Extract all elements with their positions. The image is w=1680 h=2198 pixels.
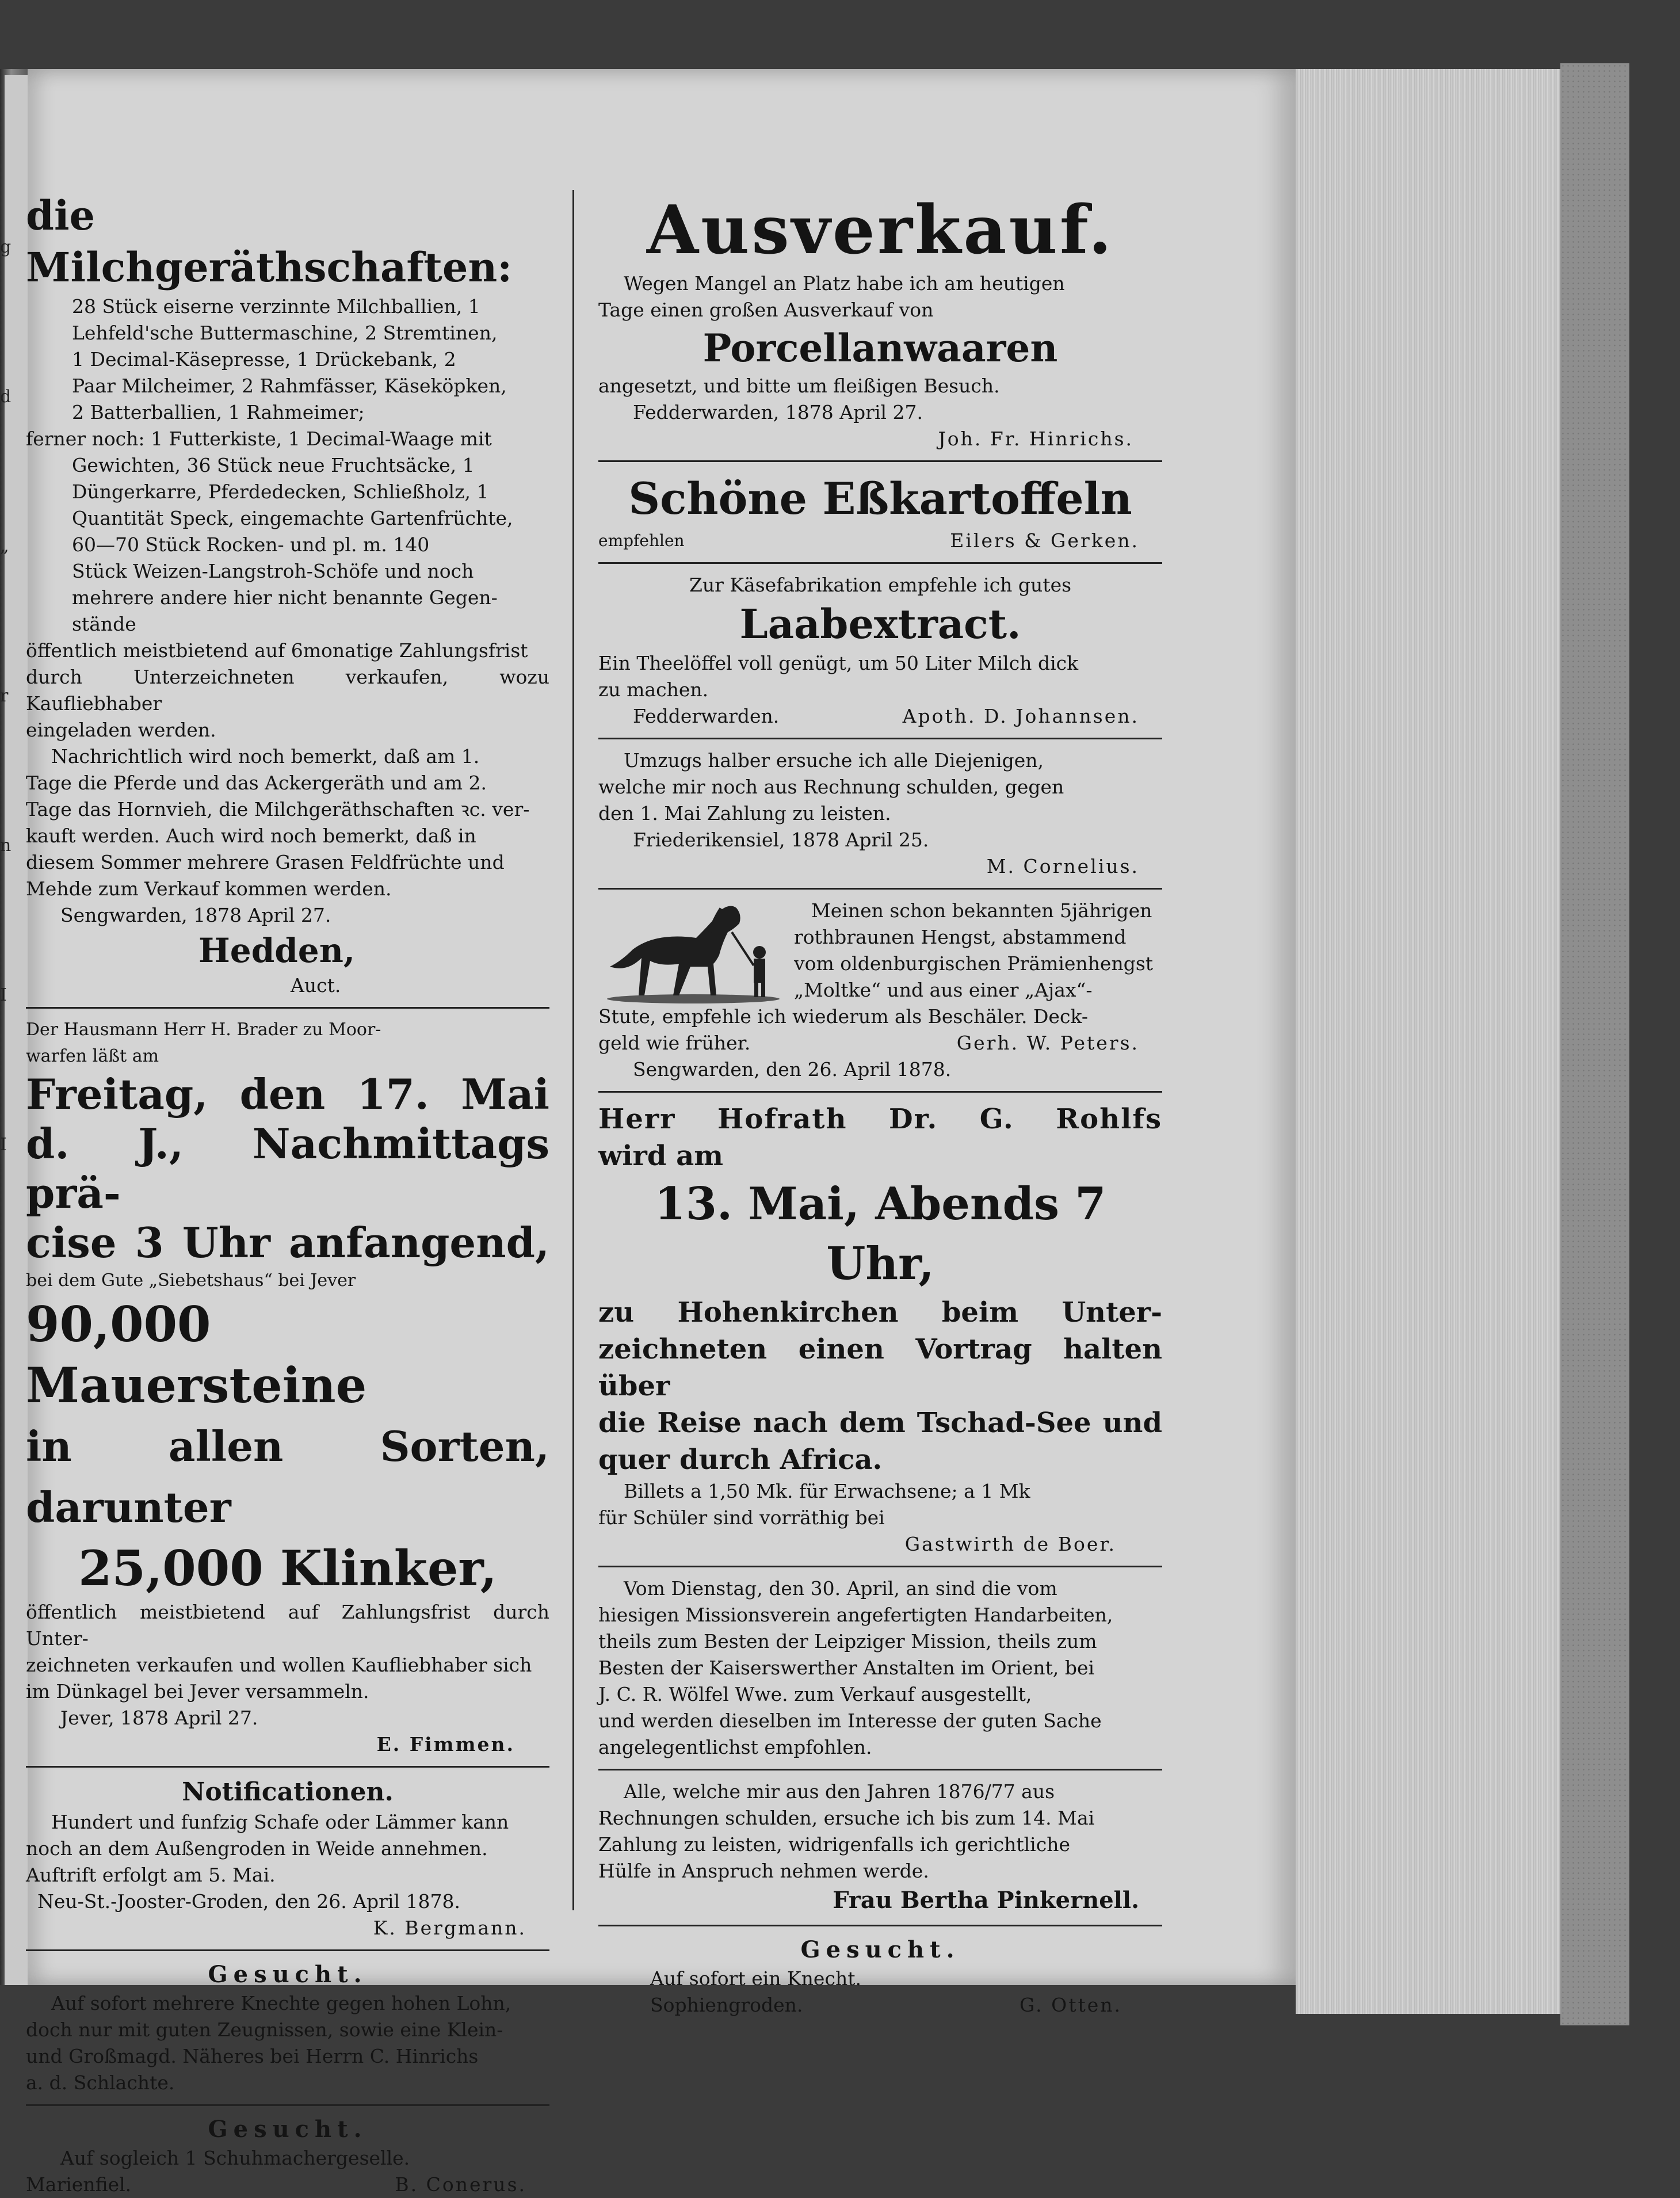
ad-heading: Notificationen. — [182, 1777, 394, 1807]
ad-separator — [26, 1949, 549, 1951]
text-line: Ein Theelöffel voll genügt, um 50 Liter Milch dick — [598, 652, 1079, 674]
announcement-line: zeichneten einen Vortrag halten über — [598, 1333, 1162, 1402]
mission-sale-notice — [598, 1575, 1162, 1761]
notifications-ad — [26, 1776, 549, 1941]
fragment: „ — [0, 536, 9, 556]
ad-separator — [598, 562, 1162, 564]
text-line: 60—70 Stück Rocken- und pl. m. 140 — [72, 533, 430, 556]
text-line: Umzugs halber ersuche ich alle Diejenigen, — [624, 749, 1044, 772]
fragment: I — [0, 985, 7, 1005]
text-line: öffentlich meistbietend auf 6monatige Zahlungsfrist — [26, 639, 528, 662]
place-date: Friederikensiel, 1878 April 25. — [633, 829, 929, 851]
announcement-line: quer durch Africa. — [598, 1444, 883, 1476]
text-line: durch Unterzeichneten verkaufen, wozu Kaufliebhaber — [26, 666, 549, 715]
place: Sophiengroden. — [650, 1994, 803, 2016]
left-column — [26, 190, 549, 2196]
product-name: Porcellanwaaren — [702, 326, 1058, 371]
ad-heading: Ausverkauf. — [647, 191, 1114, 269]
signature: M. Cornelius. — [986, 855, 1139, 877]
text-line: Alle, welche mir aus den Jahren 1876/77 aus — [624, 1780, 1055, 1803]
text-line: Auf sofort ein Knecht. — [650, 1967, 861, 1990]
lecture-ad — [598, 1101, 1162, 1558]
signature: Gerh. W. Peters. — [956, 1032, 1139, 1054]
clearance-sale-ad — [598, 190, 1162, 452]
text-line: noch an dem Außengroden in Weide annehmen. — [26, 1837, 488, 1860]
debt-notice — [598, 1779, 1162, 1917]
place: Marienfiel. — [26, 2173, 132, 2196]
text-line: Tage einen großen Ausverkauf von — [598, 299, 934, 321]
fragment: I — [0, 1135, 7, 1155]
text-line: Stute, empfehle ich wiederum als Beschäler. Deck- — [598, 1005, 1089, 1028]
wanted-farmhands-ad — [26, 1959, 549, 2096]
place-date: Neu-St.-Jooster-Groden, den 26. April 1878. — [37, 1890, 460, 1913]
text-line: zeichneten verkaufen und wollen Kaufliebhaber sich — [26, 1654, 532, 1676]
text-line: Auf sofort mehrere Knechte gegen hohen Lohn, — [51, 1992, 511, 2014]
text-line: Tage das Hornvieh, die Milchgeräthschaften ꝛc. ver- — [26, 798, 530, 821]
ad-separator — [598, 1769, 1162, 1770]
ad-separator — [26, 1766, 549, 1768]
text-line: „Moltke“ und aus einer „Ajax“- — [794, 979, 1093, 1001]
text-line: vom oldenburgischen Prämienhengst — [794, 952, 1154, 975]
text-line: und werden dieselben im Interesse der guten Sache — [598, 1709, 1102, 1732]
place-date: Sengwarden, 1878 April 27. — [60, 904, 331, 926]
text-line: 1 Decimal-Käsepresse, 1 Drückebank, 2 — [72, 348, 456, 371]
signature: K. Bergmann. — [373, 1917, 526, 1939]
signature: Joh. Fr. Hinrichs. — [938, 428, 1133, 450]
right-column — [598, 190, 1162, 2016]
text-line: diesem Sommer mehrere Grasen Feldfrüchte und — [26, 851, 505, 873]
stallion-ad-continued — [598, 1003, 1162, 1083]
text-line: Auf sogleich 1 Schuhmachergeselle. — [60, 2147, 410, 2169]
text-line: Zahlung zu leisten, widrigenfalls ich gerichtliche — [598, 1833, 1070, 1856]
text-line: theils zum Besten der Leipziger Mission, theils zum — [598, 1630, 1097, 1653]
ad-heading: Gesucht. — [800, 1936, 960, 1963]
text-line: Meinen schon bekannten 5jährigen — [811, 899, 1152, 922]
text-line: Mehde zum Verkauf kommen werden. — [26, 877, 392, 900]
ad-separator — [598, 888, 1162, 890]
text-line: warfen läßt am — [26, 1046, 159, 1066]
announcement-line: wird am — [598, 1140, 724, 1172]
product-headline: 25,000 Klinker, — [78, 1540, 497, 1597]
text-line: rothbraunen Hengst, abstammend — [794, 926, 1127, 948]
signature: Gastwirth de Boer. — [904, 1533, 1116, 1555]
place: Fedderwarden. — [633, 705, 780, 727]
place-date: Jever, 1878 April 27. — [60, 1707, 258, 1729]
text-line: Paar Milcheimer, 2 Rahmfässer, Käseköpken, — [72, 375, 507, 397]
text-line: hiesigen Missionsverein angefertigten Handarbeiten, — [598, 1604, 1113, 1626]
time-headline: cise 3 Uhr anfangend, — [26, 1218, 549, 1267]
text-line: Nachrichtlich wird noch bemerkt, daß am 1. — [51, 745, 480, 768]
text-line: J. C. R. Wölfel Wwe. zum Verkauf ausgestellt, — [598, 1683, 1032, 1705]
horse-icon — [598, 898, 788, 1007]
item-list — [26, 452, 549, 638]
signature: Frau Bertha Pinkernell. — [833, 1887, 1139, 1914]
announcement-line: Herr Hofrath Dr. G. Rohlfs — [598, 1103, 1162, 1135]
fragment: r — [0, 686, 9, 706]
product-headline: 90,000 Mauersteine — [26, 1296, 367, 1414]
ad-separator — [598, 1091, 1162, 1093]
ad-heading: die Milchgeräthschaften: — [26, 192, 513, 291]
text-line: Auftrift erfolgt am 5. Mai. — [26, 1864, 276, 1886]
text-line: doch nur mit guten Zeugnissen, sowie eine Klein- — [26, 2018, 503, 2041]
text-line: Gewichten, 36 Stück neue Fruchtsäcke, 1 — [72, 454, 475, 476]
ad-separator — [26, 1007, 549, 1009]
text-line: Besten der Kaiserswerther Anstalten im Orient, bei — [598, 1657, 1095, 1679]
brick-sale-ad — [26, 1017, 549, 1758]
item-list — [26, 293, 549, 426]
text-line: Hülfe in Anspruch nehmen werde. — [598, 1860, 929, 1882]
text-line: welche mir noch aus Rechnung schulden, gegen — [598, 776, 1064, 798]
text-line: Hundert und funfzig Schafe oder Lämmer kann — [51, 1811, 509, 1833]
ad-heading: Schöne Eßkartoffeln — [628, 473, 1132, 524]
text-line: Lehfeld'sche Buttermaschine, 2 Stremtinen, — [72, 322, 498, 344]
time-headline: d. J., Nachmittags prä- — [26, 1119, 549, 1218]
signature-title: Auct. — [291, 974, 341, 997]
offer-row — [598, 528, 1162, 554]
ad-heading: Gesucht. — [208, 1961, 368, 1988]
text-line: Quantität Speck, eingemachte Gartenfrüchte, — [72, 507, 513, 529]
place-signature-row — [598, 703, 1162, 730]
ad-separator — [26, 2104, 549, 2106]
text-line: Wegen Mangel an Platz habe ich am heutigen — [624, 272, 1065, 295]
fragment: g — [0, 237, 12, 257]
stallion-text — [794, 898, 1162, 1003]
text-line: Billets a 1,50 Mk. für Erwachsene; a 1 Mk — [624, 1480, 1030, 1502]
ad-separator — [598, 1566, 1162, 1567]
text-line: mehrere andere hier nicht benannte Gegen- — [72, 586, 498, 609]
text-line: Zur Käsefabrikation empfehle ich gutes — [689, 574, 1072, 596]
column-divider — [572, 190, 574, 1910]
announcement-line: zu Hohenkirchen beim Unter- — [598, 1296, 1162, 1329]
text-line: im Dünkagel bei Jever versammeln. — [26, 1680, 369, 1703]
product-headline: in allen Sorten, darunter — [26, 1422, 549, 1532]
fragment: n — [0, 835, 12, 856]
wanted-farmhand-ad — [598, 1934, 1162, 2018]
text-line: Rechnungen schulden, ersuche ich bis zum 14. Mai — [598, 1807, 1095, 1829]
announcement-line: die Reise nach dem Tschad-See und — [598, 1407, 1162, 1439]
auction-notice — [26, 190, 549, 999]
book-cover — [1560, 63, 1629, 2025]
signature: E. Fimmen. — [376, 1733, 515, 1756]
ad-separator — [598, 1925, 1162, 1926]
ad-separator — [598, 738, 1162, 739]
wanted-shoemaker-ad — [26, 2114, 549, 2198]
text-line: ferner noch: 1 Futterkiste, 1 Decimal-Waage mit — [26, 428, 492, 450]
text-line: für Schüler sind vorräthig bei — [598, 1506, 885, 1529]
text-line: den 1. Mai Zahlung zu leisten. — [598, 802, 891, 825]
text-line: geld wie früher. — [598, 1032, 751, 1054]
text-line: Stück Weizen-Langstroh-Schöfe und noch — [72, 560, 474, 582]
fee-signature-row — [598, 1030, 1162, 1056]
text-line: Vom Dienstag, den 30. April, an sind die vom — [624, 1577, 1057, 1600]
text-line: 2 Batterballien, 1 Rahmeimer; — [72, 401, 365, 423]
ad-heading: Gesucht. — [208, 2116, 368, 2143]
text-line: Der Hausmann Herr H. Brader zu Moor- — [26, 1020, 381, 1040]
place-signature-row — [598, 1992, 1162, 2018]
text-line: stände — [72, 613, 136, 635]
signature: B. Conerus. — [395, 2173, 526, 2196]
place-date: Fedderwarden, 1878 April 27. — [633, 401, 923, 423]
text-line: kauft werden. Auch wird noch bemerkt, daß in — [26, 825, 476, 847]
fragment: d — [0, 387, 12, 407]
text-line: bei dem Gute „Siebetshaus“ bei Jever — [26, 1270, 356, 1291]
product-name: Laabextract. — [739, 600, 1021, 648]
stallion-ad — [598, 898, 1162, 1003]
rennet-extract-ad — [598, 572, 1162, 730]
text-line: Düngerkarre, Pferdedecken, Schließholz, 1 — [72, 480, 489, 503]
potatoes-ad — [598, 470, 1162, 554]
text-line: zu machen. — [598, 678, 709, 701]
signature: Apoth. D. Johannsen. — [902, 705, 1139, 727]
text-line: eingeladen werden. — [26, 719, 216, 741]
place-signature-row — [26, 2172, 549, 2198]
text-line: empfehlen — [598, 531, 685, 550]
text-line: a. d. Schlachte. — [26, 2071, 175, 2094]
text-line: öffentlich meistbietend auf Zahlungsfrist durch Unter- — [26, 1601, 549, 1650]
signature: G. Otten. — [1019, 1994, 1122, 2016]
facing-page-fragments — [0, 173, 17, 1220]
moving-notice — [598, 747, 1162, 880]
signature: Eilers & Gerken. — [950, 529, 1139, 552]
place-date: Sengwarden, den 26. April 1878. — [633, 1058, 952, 1081]
text-line: 28 Stück eiserne verzinnte Milchballien, 1 — [72, 295, 480, 318]
page-stack-edge — [1296, 69, 1560, 2014]
date-headline: Freitag, den 17. Mai — [26, 1070, 549, 1119]
signature: Hedden, — [198, 931, 356, 970]
text-line: und Großmagd. Näheres bei Herrn C. Hinrichs — [26, 2045, 479, 2067]
date-headline: 13. Mai, Abends 7 Uhr, — [654, 1178, 1106, 1290]
text-line: Tage die Pferde und das Ackergeräth und am 2. — [26, 772, 487, 794]
text-line: angesetzt, und bitte um fleißigen Besuch. — [598, 375, 1000, 397]
text-line: angelegentlichst empfohlen. — [598, 1736, 872, 1758]
ad-separator — [598, 460, 1162, 462]
